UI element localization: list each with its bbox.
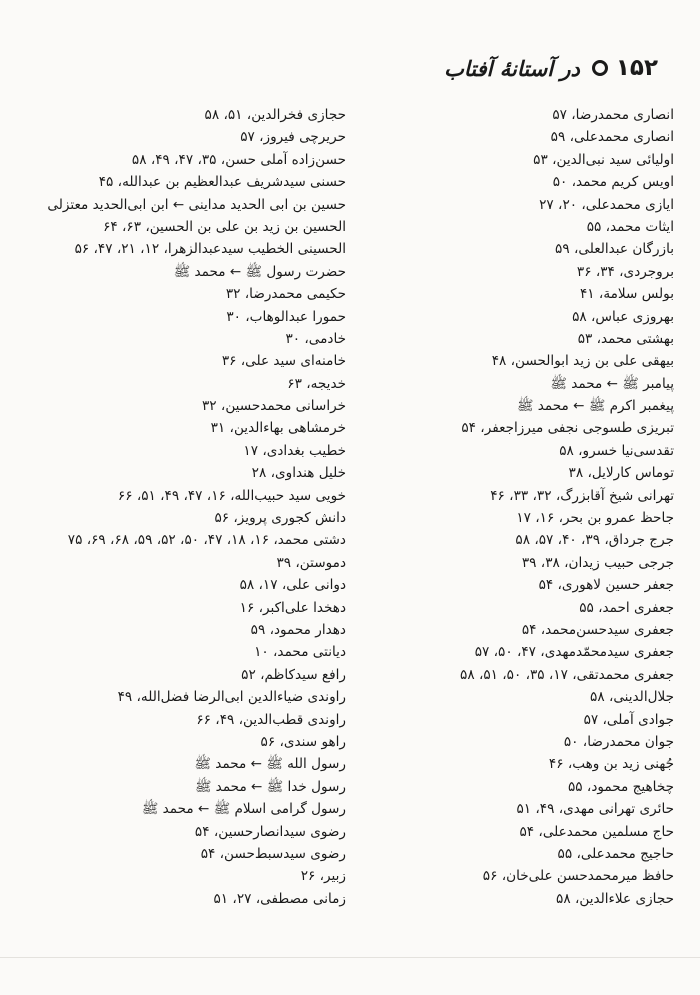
index-entry: حضرت رسول ﷺ ← محمد ﷺ — [173, 263, 346, 280]
index-entry: حجازی فخرالدین، ۵۱، ۵۸ — [204, 107, 346, 123]
index-entry: ایثات محمد، ۵۵ — [586, 218, 674, 235]
circle-ornament-icon — [592, 60, 608, 76]
book-title: در آستانهٔ آفتاب — [444, 55, 580, 81]
index-entry: جُهنی زید بن وهب، ۴۶ — [548, 756, 674, 773]
index-entry: انصاری محمدعلی، ۵۹ — [550, 129, 674, 146]
index-entry: دانش کجوری پرویز، ۵۶ — [214, 510, 346, 527]
index-entry: بروجردی، ۳۴، ۳۶ — [576, 263, 674, 280]
index-entry: دموستن، ۳۹ — [276, 554, 346, 571]
index-entry: ایازی محمدعلی، ۲۰، ۲۷ — [539, 196, 674, 213]
index-column-left — [34, 104, 362, 910]
index-entry: تبریزی طسوجی نجفی میرزاجعفر، ۵۴ — [461, 420, 674, 437]
index-entry: خطیب بغدادی، ۱۷ — [243, 442, 346, 459]
index-column-right — [362, 104, 674, 910]
index-entry: جعفری سیدمحمّدمهدی، ۴۷، ۵۰، ۵۷ — [474, 644, 674, 661]
index-entry: رافع سیدکاظم، ۵۲ — [241, 666, 346, 683]
index-entry: حسن‌زاده آملی حسن، ۳۵، ۴۷، ۴۹، ۵۸ — [131, 151, 346, 168]
index-entry: جرج جرداق، ۳۹، ۴۰، ۵۷، ۵۸ — [515, 532, 674, 549]
index-entry: حسنی سیدشریف عبدالعظیم بن عبدالله، ۴۵ — [98, 174, 346, 191]
index-entry: خلیل هنداوی، ۲۸ — [251, 465, 346, 482]
index-entry: حسین بن ابی الحدید مداینی ← ابن ابی‌الحدید معتزلی — [47, 196, 346, 213]
index-entry: راوندی ضیاءالدین ابی‌الرضا فضل‌الله، ۴۹ — [117, 689, 346, 706]
index-entry: الحسینی الخطیب سیدعبدالزهرا، ۱۲، ۲۱، ۴۷، ۵۶ — [74, 241, 346, 258]
index-entry: اویس کریم محمد، ۵۰ — [552, 174, 674, 191]
index-entry: دوانی علی، ۱۷، ۵۸ — [239, 577, 346, 594]
index-entry: حافظ میرمحمدحسن علی‌خان، ۵۶ — [482, 868, 674, 885]
index-entry: پیامبر ﷺ ← محمد ﷺ — [550, 375, 674, 392]
index-entry: راوندی قطب‌الدین، ۴۹، ۶۶ — [196, 711, 346, 728]
index-entry: رسول گرامی اسلام ﷺ ← محمد ﷺ — [141, 801, 346, 818]
index-entry: خادمی، ۳۰ — [285, 330, 346, 347]
index-entry: دشتی محمد، ۱۶، ۱۸، ۴۷، ۵۰، ۵۲، ۵۹، ۶۸، ۶۹، ۷۵ — [67, 532, 346, 549]
index-entry: جوادی آملی، ۵۷ — [583, 711, 674, 728]
index-entry: خدیجه، ۶۳ — [287, 375, 346, 392]
index-entry: بازرگان عبدالعلی، ۵۹ — [555, 241, 674, 258]
page-header — [444, 55, 658, 81]
index-entry: جوان محمدرضا، ۵۰ — [563, 733, 674, 750]
index-entry: رضوی سیدسبط‌حسن، ۵۴ — [200, 845, 346, 862]
index-entry: جعفری محمدتقی، ۱۷، ۳۵، ۵۰، ۵۱، ۵۸ — [460, 666, 674, 683]
index-entry: رضوی سیدانصارحسین، ۵۴ — [194, 823, 346, 840]
index-entry: حریرچی فیروز، ۵۷ — [240, 129, 346, 146]
page-edge-divider — [0, 957, 700, 958]
index-entry: حاج مسلمین محمدعلی، ۵۴ — [519, 823, 674, 840]
index-entry: بهشتی محمد، ۵۳ — [577, 330, 674, 347]
index-entry: چخاهیج محمود، ۵۵ — [568, 778, 674, 795]
index-entry: جلال‌الدینی، ۵۸ — [590, 689, 674, 706]
index-entry: حکیمی محمدرضا، ۳۲ — [225, 286, 346, 303]
index-entry: زمانی مصطفی، ۲۷، ۵۱ — [213, 890, 346, 907]
index-entry: جعفری سیدحسن‌محمد، ۵۴ — [521, 621, 674, 638]
page-number: ۱۵۲ — [615, 55, 658, 81]
index-entry: خرمشاهی بهاءالدین، ۳۱ — [210, 420, 346, 437]
index-entry: خامنه‌ای سید علی، ۳۶ — [221, 353, 346, 370]
index-entry: جعفر حسین لاهوری، ۵۴ — [538, 577, 674, 594]
index-entry: رسول خدا ﷺ ← محمد ﷺ — [194, 778, 346, 795]
index-entry: تقدسی‌نیا خسرو، ۵۸ — [559, 442, 674, 459]
index-entry: توماس کارلایل، ۳۸ — [568, 465, 674, 482]
index-entry: الحسین بن زید بن علی بن الحسین، ۶۳، ۶۴ — [103, 218, 346, 235]
index-entry: اولیائی سید نبی‌الدین، ۵۳ — [533, 151, 674, 168]
index-entry: زبیر، ۲۶ — [300, 868, 346, 885]
index-entry: جاحظ عمرو بن بحر، ۱۶، ۱۷ — [516, 510, 674, 527]
index-entry: خویی سید حبیب‌الله، ۱۶، ۴۷، ۴۹، ۵۱، ۶۶ — [117, 487, 346, 504]
index-entry: تهرانی شیخ آقابزرگ، ۳۲، ۳۳، ۴۶ — [490, 487, 674, 504]
index-entry: رسول الله ﷺ ← محمد ﷺ — [194, 756, 346, 773]
index-entry: بیهقی علی بن زید ابوالحسن، ۴۸ — [491, 353, 674, 370]
index-entry: حمورا عبدالوهاب، ۳۰ — [226, 308, 346, 325]
index-entry: بولس سلامة، ۴۱ — [580, 286, 674, 303]
index-entry: بهروزی عباس، ۵۸ — [572, 308, 674, 325]
index-entry: راهو سندی، ۵۶ — [260, 733, 346, 750]
index-entry: دهدار محمود، ۵۹ — [250, 621, 346, 638]
index-entry: انصاری محمدرضا، ۵۷ — [552, 107, 674, 123]
index-entry: دهخدا علی‌اکبر، ۱۶ — [239, 599, 346, 616]
index-entry: جرجی حبیب زیدان، ۳۸، ۳۹ — [521, 554, 674, 571]
index-entry: خراسانی محمدحسین، ۳۲ — [202, 398, 346, 415]
index-entry: حجازی علاءالدین، ۵۸ — [556, 890, 674, 907]
index-entry: جعفری احمد، ۵۵ — [579, 599, 674, 616]
index-entry: پیغمبر اکرم ﷺ ← محمد ﷺ — [517, 398, 674, 415]
index-columns — [34, 104, 674, 910]
index-entry: دیانتی محمد، ۱۰ — [254, 644, 346, 661]
index-entry: حائری تهرانی مهدی، ۴۹، ۵۱ — [516, 801, 674, 818]
index-entry: حاجیج محمدعلی، ۵۵ — [557, 845, 674, 862]
